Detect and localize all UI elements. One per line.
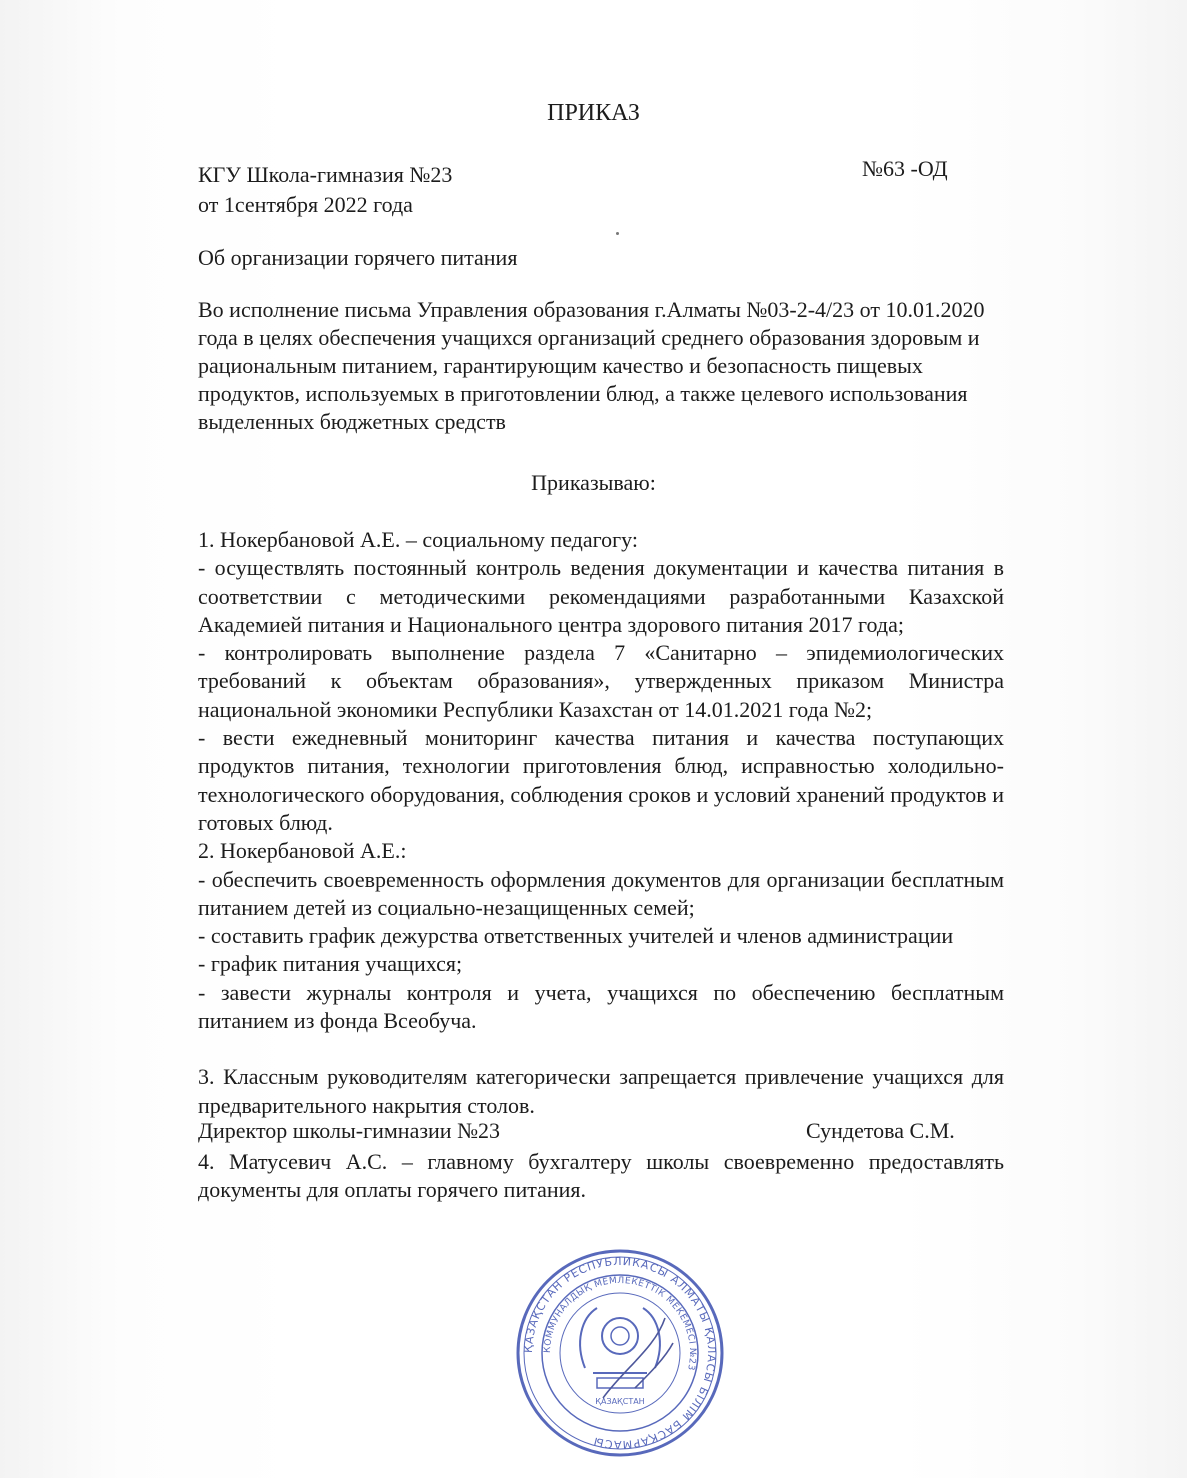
order-items [198, 526, 1004, 1205]
seal-inner-text: КОММУНАЛДЫҚ МЕМЛЕКЕТТІК МЕКЕМЕСІ №23 [542, 1275, 698, 1372]
item-2-heading: 2. Нокербановой А.Е.: [198, 838, 407, 864]
svg-text:КОММУНАЛДЫҚ МЕМЛЕКЕТТІК МЕКЕМЕ [543, 1276, 697, 1372]
scan-speck [616, 232, 619, 235]
item-4: 4. Матусевич А.С. – главному бухгалтеру школы своевременно предоставлять документы для оплаты горячего питания. [198, 1148, 1004, 1203]
signature-position: Директор школы-гимназии №23 [198, 1118, 501, 1143]
document-date: от 1сентября 2022 года [198, 192, 413, 217]
item-1-point-b: - контролировать выполнение раздела 7 «Санитарно – эпидемиологических требований к объектам образования», утвержденных приказом Министра национальной экономики Республики Казахстан от 14.01.2021 года №2; [198, 640, 1004, 722]
organization-header [198, 160, 452, 220]
order-preamble: Во исполнение письма Управления образования г.Алматы №03-2-4/23 от 10.01.2020 года в целях обеспечения учащихся организаций среднего образования здоровым и рациональным питанием, гарантирующим качество и безопасность пищевых продуктов, используемых в приготовлении блюд, а также целевого использования выделенных бюджетных средств [198, 297, 985, 434]
seal-center-text: ҚАЗАҚСТАН [595, 1397, 645, 1406]
seal-outer-text: ҚАЗАҚСТАН РЕСПУБЛИКАСЫ АЛМАТЫ ҚАЛАСЫ БІЛІМ БАСҚАРМАСЫ [521, 1254, 719, 1452]
item-2-point-a: - обеспечить своевременность оформления документов для организации бесплатным питанием детей из социально-незащищенных семей; [198, 866, 1004, 920]
item-3: 3. Классным руководителям категорически запрещается привлечение учащихся для предварительного накрытия столов. [198, 1064, 1004, 1118]
order-number: №63 -ОД [862, 156, 948, 181]
item-2-point-d: - завести журналы контроля и учета, учащихся по обеспечению бесплатным питанием из фонда Всеобуча. [198, 979, 1004, 1034]
order-word: Приказываю: [531, 470, 656, 495]
document-title: ПРИКАЗ [547, 100, 640, 126]
signature-name: Сундетова С.М. [806, 1118, 955, 1143]
item-2-point-c: - график питания учащихся; [198, 951, 463, 977]
order-subject: Об организации горячего питания [198, 245, 518, 270]
item-2-point-b: - составить график дежурства ответственных учителей и членов администрации [198, 923, 954, 949]
item-1-heading: 1. Нокербановой А.Е. – социальному педагогу: [198, 527, 638, 552]
item-1-point-a: - осуществлять постоянный контроль ведения документации и качества питания в соответствии с методическими рекомендациями разработанными Казахской Академией питания и Национального центра здорового питания 2017 года; [198, 555, 1004, 637]
round-seal-icon [515, 1248, 725, 1458]
organization-name: КГУ Школа-гимназия №23 [198, 162, 453, 187]
item-1-point-c: - вести ежедневный мониторинг качества питания и качества поступающих продуктов питания, технологии приготовления блюд, исправностью холодильно-технологического оборудования, соблюдения сроков и условий хранений продуктов и готовых блюд. [198, 725, 1004, 835]
